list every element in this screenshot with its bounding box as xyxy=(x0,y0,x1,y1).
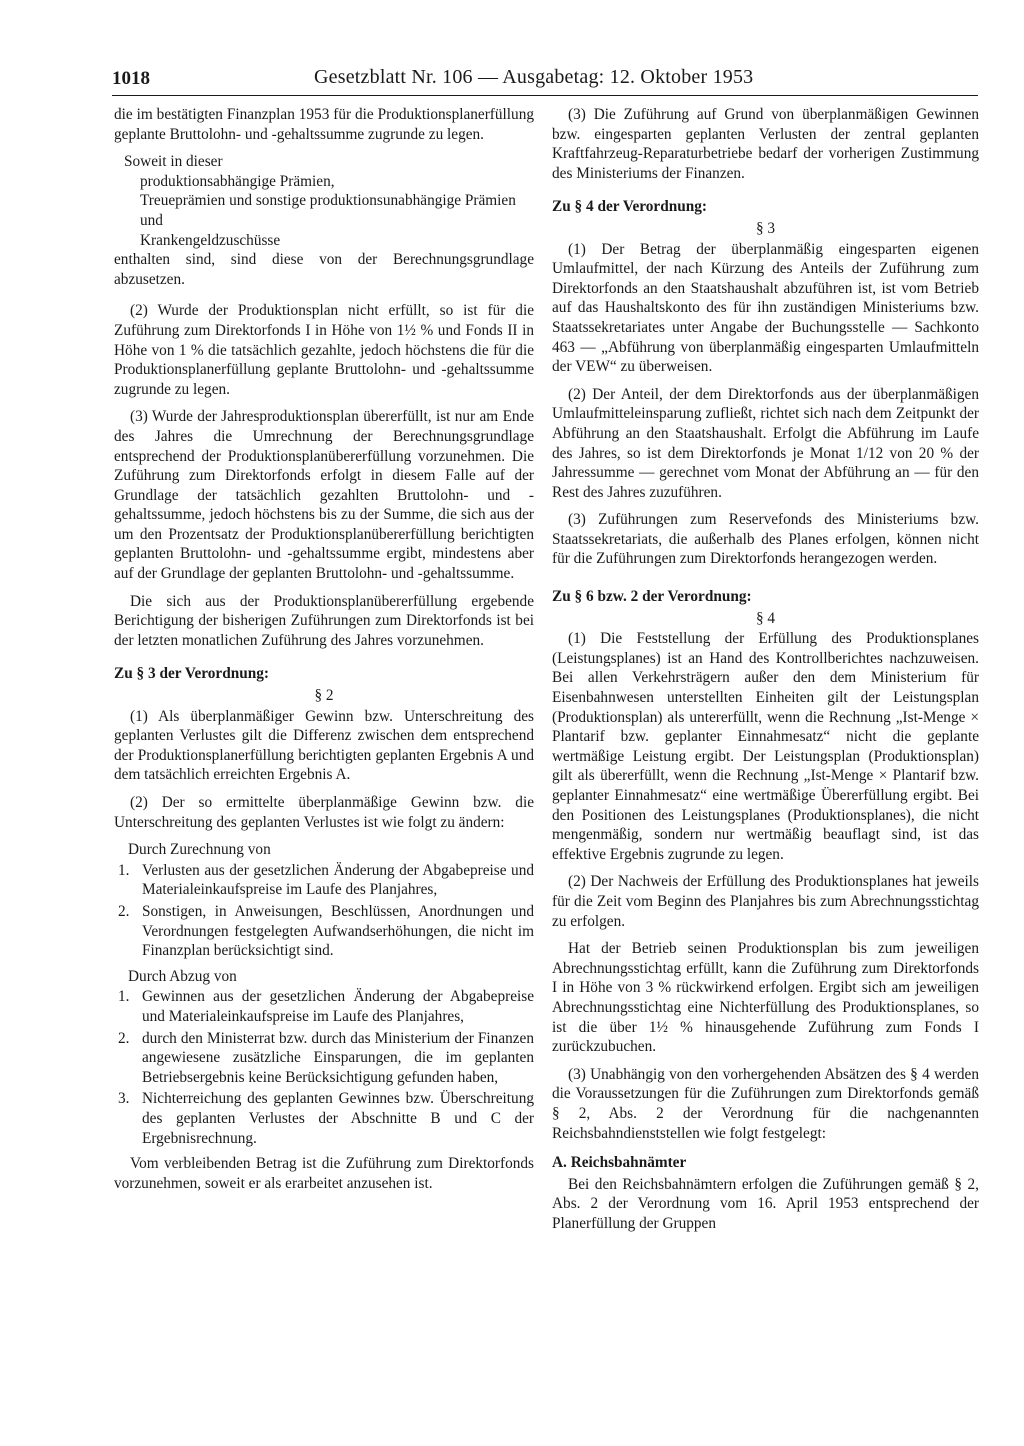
section-heading: A. Reichsbahnämter xyxy=(552,1154,687,1172)
list-item: 1. Gewinnen aus der gesetzlichen Änderung der Abgabepreise und Materialeinkaufspreise im Laufe des Planjahres, xyxy=(118,988,534,1025)
paragraph: (3) Unabhängig von den vorhergehenden Absätzen des § 4 werden die Voraussetzungen für die Zuführungen zum Direktorfonds gemäß § 2, Abs. 2 der Verordnung für die nachgenannten Reichsbahndienststellen wie folgt festgelegt: xyxy=(552,1065,979,1142)
paragraph: Bei den Reichsbahnämtern erfolgen die Zuführungen gemäß § 2, Abs. 2 der Verordnung vom 16. April 1953 entsprechend der Planerfüllung der Gruppen xyxy=(552,1175,979,1232)
section-number: § 4 xyxy=(755,609,776,627)
paragraph: die im bestätigten Finanzplan 1953 für die Produktionsplanerfüllung geplante Bruttolohn- und -gehaltssumme zugrunde zu legen. xyxy=(114,106,534,143)
paragraph: Hat der Betrieb seinen Produktionsplan bis zum jeweiligen Abrechnungsstichtag erfüllt, kann die Zuführung zum Direktorfonds I in Höhe von 3 % rückwirkend erfolgen. Ergibt sich am jeweiligen Abrechnungsstichtag eine Nichterfüllung des Produktionsplanes, so ist die über 1½ % hinausgehende Zuführung zum Fonds I zurückzubuchen. xyxy=(552,940,979,1056)
right-column xyxy=(552,105,979,1241)
section-heading: Zu § 6 bzw. 2 der Verordnung: xyxy=(552,588,752,606)
paragraph: (1) Der Betrag der überplanmäßig eingesparten eigenen Umlaufmittel, der nach Kürzung des Anteils der Zuführung zum Direktorfonds an den Staatshaushalt abzuführen ist, ist vom Betrieb auf das Haushaltskonto des für ihn zuständigen Ministeriums bzw. Staatssekretariates unter Angabe der Buchungsstelle — Sachkonto 463 — „Abführung von überplanmäßig eingesparten Umlaufmitteln der VEW“ zu überweisen. xyxy=(552,240,979,376)
list-lead: Durch Zurechnung von xyxy=(128,841,271,859)
list-line: Krankengeldzuschüsse xyxy=(140,231,281,249)
paragraph: enthalten sind, sind diese von der Berechnungsgrundlage abzusetzen. xyxy=(114,251,534,288)
paragraph: (1) Als überplanmäßiger Gewinn bzw. Unterschreitung des geplanten Verlustes gilt die Differenz zwischen dem entsprechend der Produktionsplanerfüllung berichtigten geplanten Ergebnis A und dem tatsächlich erreichten Ergebnis A. xyxy=(114,707,534,784)
paragraph: Die sich aus der Produktionsplanübererfüllung ergebende Berichtigung der bisherigen Zuführungen zum Direktorfonds ist bei der letzten monatlichen Zuführung des Jahres vorzunehmen. xyxy=(114,592,534,649)
paragraph: (2) Der so ermittelte überplanmäßige Gewinn bzw. die Unterschreitung des geplanten Verlustes ist wie folgt zu ändern: xyxy=(114,794,534,831)
paragraph: (1) Die Feststellung der Erfüllung des Produktionsplanes (Leistungsplanes) ist an Hand des Kontrollberichtes nachzuweisen. Bei allen Verkehrsträgern außer den dem Ministerium für Eisenbahnwesen unterstellten Einheiten gilt der Leistungsplan (Produktionsplan) als untererfüllt, wenn die Rechnung „Ist-Menge × Plantarif bzw. geplanter Einnahmesatz“ nicht die geplante wertmäßige Leistung ergibt. Der Leistungsplan (Produktionsplan) gilt als übererfüllt, wenn die Rechnung „Ist-Menge × Plantarif bzw. geplanter Einnahmesatz“ eine wertmäßige Übererfüllung ergibt. Bei den Positionen des Leistungsplanes (Produktionsplanes), die nicht mengenmäßig, sondern nur wertmäßig beauflagt sind, ist das effektive Ergebnis zugrunde zu legen. xyxy=(552,630,979,863)
paragraph: (3) Wurde der Jahresproduktionsplan übererfüllt, ist nur am Ende des Jahres die Umrechnung der Berechnungsgrundlage entsprechend der Produktionsplanübererfüllung vorzunehmen. Die Zuführung zum Direktorfonds erfolgt in diesem Falle auf der Grundlage der tatsächlich gezahlten Bruttolohn- und -gehaltssumme, jedoch höchstens bis zu der Summe, die sich aus der um den Prozentsatz der Produktionsplanübererfüllung berichtigten geplanten Bruttolohn- und -gehaltssumme ergibt, mindestens aber auf der Grundlage der geplanten Bruttolohn- und -gehaltssumme. xyxy=(114,408,534,583)
list-item: 1. Verlusten aus der gesetzlichen Änderung der Abgabepreise und Materialeinkaufspreise im Laufe des Planjahres, xyxy=(118,861,534,899)
section-number: § 2 xyxy=(314,687,334,705)
paragraph: (2) Der Nachweis der Erfüllung des Produktionsplanes hat jeweils für die Zeit vom Beginn des Planjahres bis zum Abrechnungsstichtag zu erfolgen. xyxy=(552,873,979,930)
left-column xyxy=(114,105,534,1201)
list-item: 2. durch den Ministerrat bzw. durch das Ministerium der Finanzen angewiesene zusätzliche Einsparungen, die im geplanten Betriebsergebnis keine Berücksichtigung gefunden haben, xyxy=(118,1029,534,1086)
paragraph: Soweit in dieser xyxy=(124,153,223,171)
numbered-list xyxy=(114,861,534,961)
page-number: 1018 xyxy=(112,68,150,89)
page-header xyxy=(112,66,978,96)
gazette-title: Gesetzblatt Nr. 106 — Ausgabetag: 12. Oktober 1953 xyxy=(314,66,754,88)
list-line: produktionsabhängige Prämien, xyxy=(140,172,335,190)
list-line: Treueprämien und sonstige produktionsunabhängige Prämien und xyxy=(140,192,516,229)
list-item: 2. Sonstigen, in Anweisungen, Beschlüssen, Anordnungen und Verordnungen festgelegten Aufwandserhöhungen, die nicht im Finanzplan berücksichtigt sind. xyxy=(118,902,534,960)
numbered-list xyxy=(114,987,534,1148)
paragraph: (2) Wurde der Produktionsplan nicht erfüllt, so ist für die Zuführung zum Direktorfonds I in Höhe von 1½ % und Fonds II in Höhe von 1 % die tatsächlich gezahlte, jedoch höchstens die für die Produktionsplanerfüllung geplante Bruttolohn- und -gehaltssumme zugrunde zu legen. xyxy=(114,302,534,398)
list-item: 3. Nichterreichung des geplanten Gewinnes bzw. Überschreitung des geplanten Verlustes der Abschnitte B und C der Ergebnisrechnung. xyxy=(118,1090,534,1147)
paragraph: Vom verbleibenden Betrag ist die Zuführung zum Direktorfonds vorzunehmen, soweit er als erarbeitet anzusehen ist. xyxy=(114,1155,534,1192)
paragraph: (3) Die Zuführung auf Grund von überplanmäßigen Gewinnen bzw. eingesparten geplanten Verlusten der zentral geplanten Kraftfahrzeug-Reparaturbetriebe bedarf der vorherigen Zustimmung des Ministeriums der Finanzen. xyxy=(552,106,979,182)
section-heading: Zu § 3 der Verordnung: xyxy=(114,665,269,683)
paragraph: (2) Der Anteil, der dem Direktorfonds aus der überplanmäßigen Umlaufmitteleinsparung zufließt, richtet sich nach dem Zeitpunkt der Abführung an den Staatshaushalt. Erfolgt die Abführung im Laufe des Jahres, so ist dem Direktorfonds je Monat 1/12 von 20 % der Jahressumme — gerechnet vom Monat der Abführung an — für den Rest des Jahres zuzuführen. xyxy=(552,385,979,501)
paragraph: (3) Zuführungen zum Reservefonds des Ministeriums bzw. Staatssekretariats, die außerhalb des Planes erfolgen, können nicht für die Zuführungen zum Direktorfonds herangezogen werden. xyxy=(552,511,979,568)
section-heading: Zu § 4 der Verordnung: xyxy=(552,198,707,216)
section-number: § 3 xyxy=(755,219,776,237)
list-lead: Durch Abzug von xyxy=(128,967,237,985)
